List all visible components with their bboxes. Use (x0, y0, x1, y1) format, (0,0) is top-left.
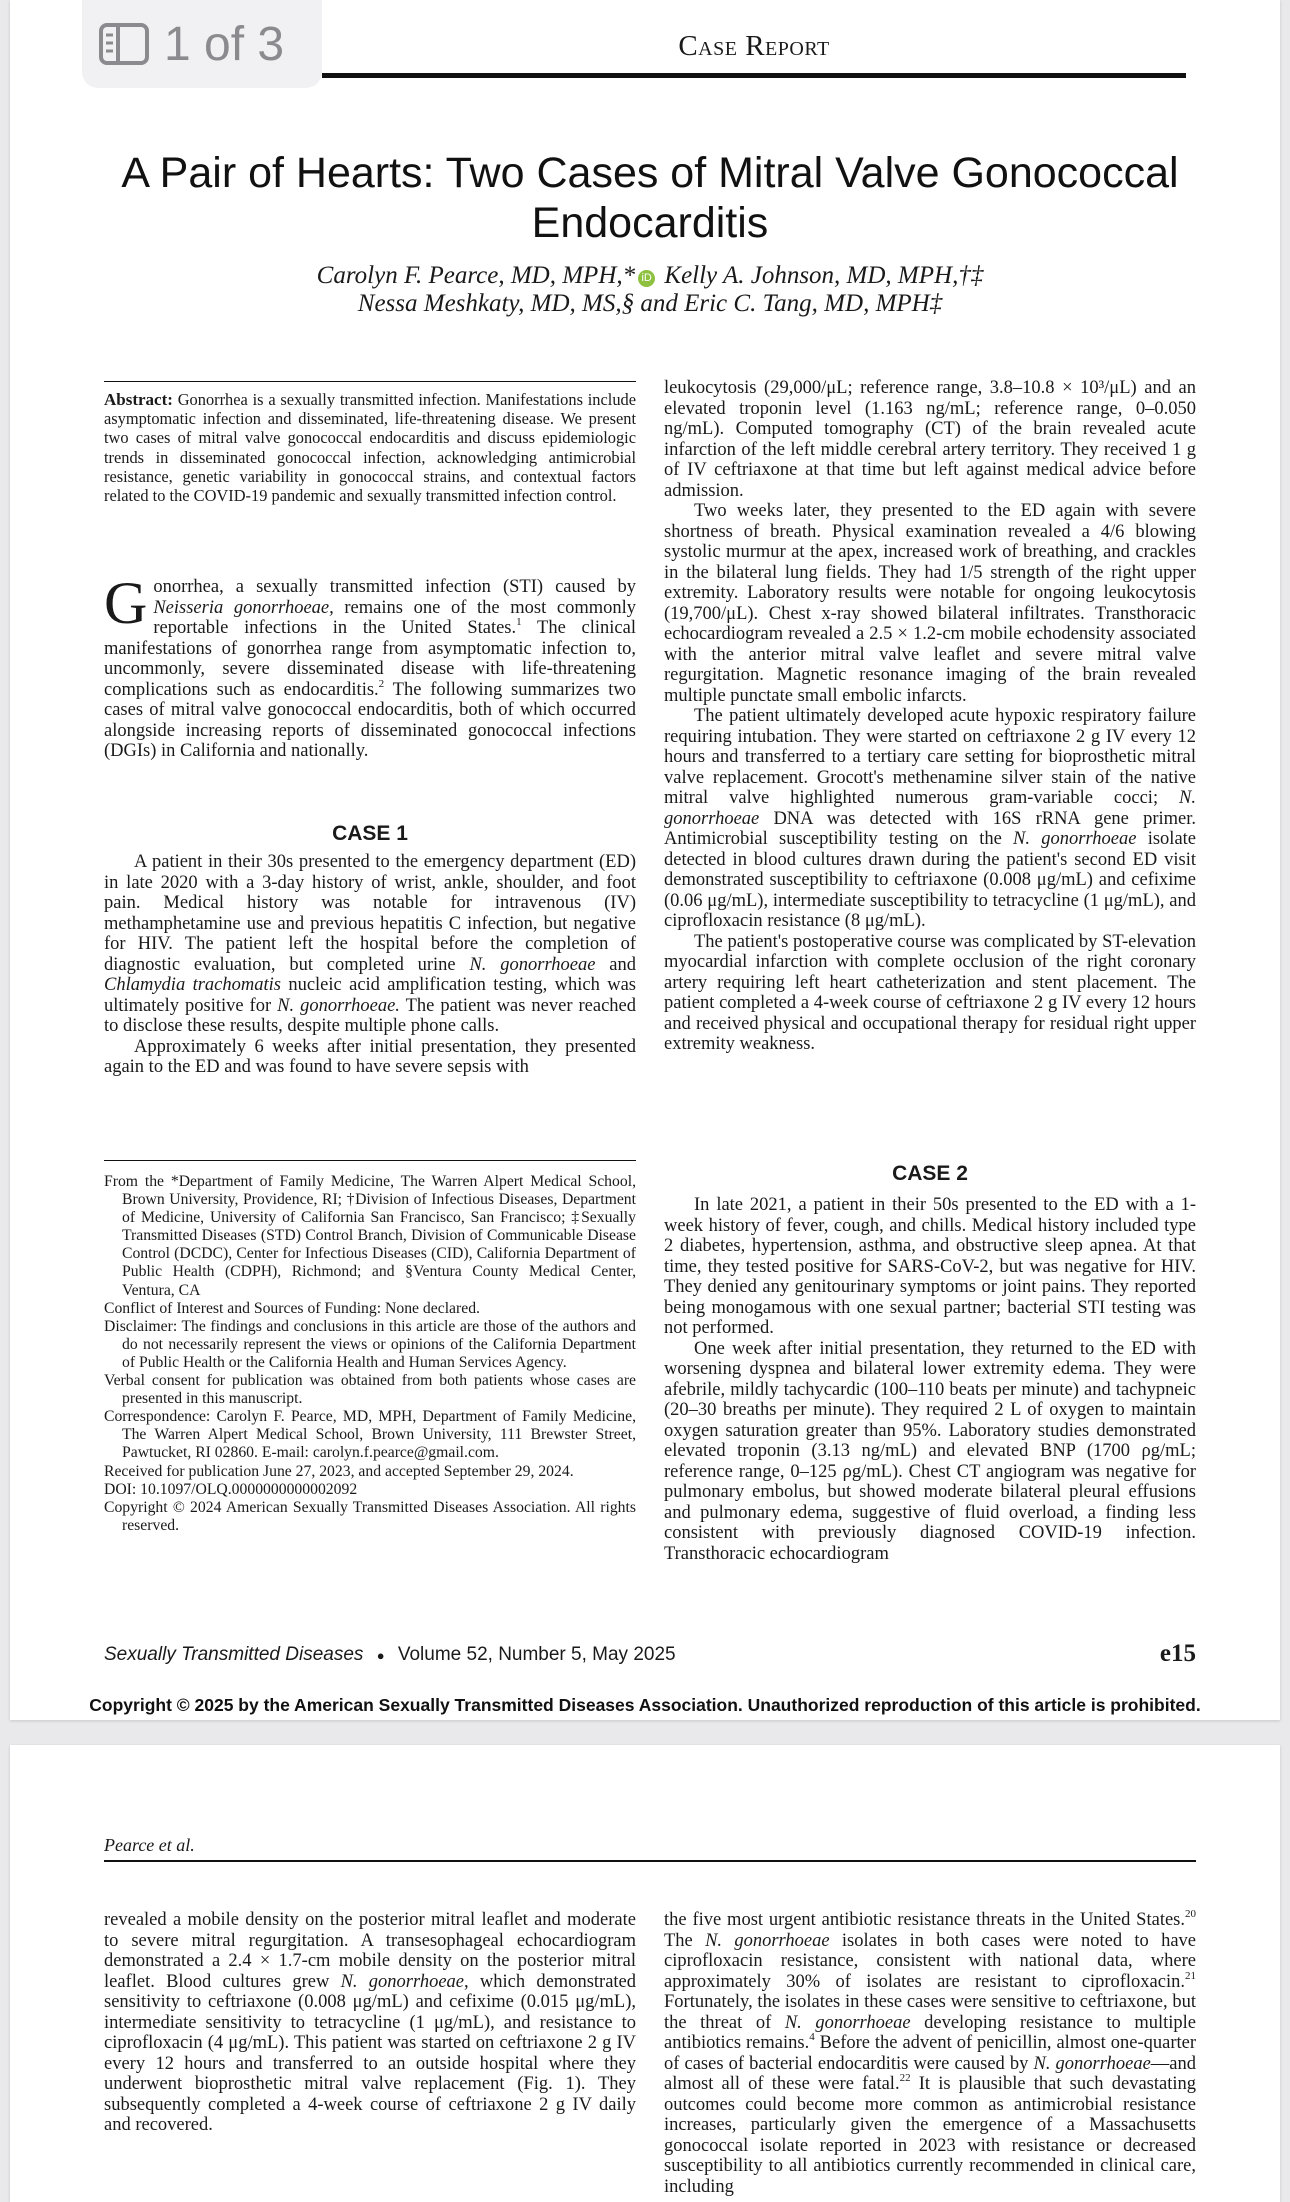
footnote-affiliations: From the *Department of Family Medicine, The Warren Alpert Medical School, Brown University, Providence, RI; †Division of Infectious Diseases, Department of Medicine, University of California San Francisco, San Francisco; ‡Sexually Transmitted Diseases (STD) Control Branch, Division of Communicable Disease Control (DCDC), Center for Infectious Diseases (CID), California Department of Public Health (CDPH), Richmond; and §Ventura County Medical Center, Ventura, CA (104, 1173, 636, 1299)
case-1-paragraph-2: Approximately 6 weeks after initial presentation, they presented again to the ED and was found to have severe sepsis with (104, 1036, 636, 1077)
case-1-paragraph-6: The patient's postoperative course was complicated by ST-elevation myocardial infarction with complete occlusion of the right coronary artery requiring left heart catheterization and stent placement. The patient completed a 4-week course of ceftriaxone 2 g IV every 12 hours and received physical and occupational therapy for residual right upper extremity weakness. (664, 931, 1196, 1054)
case-1-text: nucleic acid amplification testing, which was ultimately positive for (104, 975, 636, 1016)
citation-1[interactable]: 1 (516, 616, 522, 628)
footnote-received: Received for publication June 27, 2023, and accepted September 29, 2024. (104, 1462, 574, 1480)
species-name: N. gonorrhoeae. (277, 995, 400, 1016)
footnotes (104, 1173, 636, 1535)
copyright-notice: Copyright © 2025 by the American Sexually Transmitted Diseases Association. Unauthorized reproduction of this article is prohibited. (89, 1695, 1201, 1715)
footnote-copyright: Copyright © 2024 American Sexually Transmitted Diseases Association. All rights reserved. (104, 1498, 636, 1534)
citation-4[interactable]: 4 (809, 2031, 815, 2043)
case-2-continued (104, 1910, 636, 2136)
journal-name: Sexually Transmitted Diseases (104, 1644, 364, 1665)
discussion-text-span: the five most urgent antibiotic resistance threats in the United States. (664, 1910, 1185, 1930)
discussion-text-span: It is plausible that such devastating outcomes could become more common as antimicrobial resistance increases, particularly given the emergence of a Massachusetts gonococcal isolate reported in 2023 with resistance or decreased susceptibility to all antibiotics currently recommended in clinical care, including (664, 2074, 1196, 2197)
page-number: e15 (1159, 1640, 1196, 1667)
author-list (110, 262, 1190, 318)
footnote-disclaimer: Disclaimer: The findings and conclusions in this article are those of the authors and do not necessarily represent the views or opinions of the California Department of Public Health or the California Health and Human Services Agency. (104, 1317, 636, 1371)
case-2-paragraph-2: One week after initial presentation, they returned to the ED with worsening dyspnea and bilateral lower extremity edema. They were afebrile, mildly tachycardic (100–110 beats per minute) and tachypneic (20–30 breaths per minute). They required 2 L of oxygen to maintain oxygen saturation greater than 95%. Laboratory studies demonstrated elevated troponin (3.13 ng/mL) and elevated BNP (1700 ρg/mL; reference range, 0–125 ρg/mL). Chest CT angiogram was negative for pulmonary embolus, but showed moderate bilateral pleural effusions and pulmonary edema, suggestive of fluid overload, a finding less consistent with previously diagnosed COVID-19 infection. Transthoracic echocardiogram (664, 1338, 1196, 1564)
running-head: Case Report (678, 30, 830, 62)
abstract-text: Gonorrhea is a sexually transmitted infection. Manifestations include asymptomatic infection and disseminated, life-threatening disease. We present two cases of mitral valve gonococcal endocarditis and discuss epidemiologic trends in disseminated gonococcal infection, acknowledging antimicrobial resistance, genetic variability in gonococcal strains, and contextual factors related to the COVID-19 pandemic and sexually transmitted infection control. (104, 390, 636, 506)
case-1-text: A patient in their 30s presented to the emergency department (ED) in late 2020 with a 3-day history of wrist, ankle, shoulder, and foot pain. Medical history was notable for intravenous (IV) methamphetamine use and previous hepatitis C infection, but negative for HIV. The patient left the hospital before the completion of diagnostic evaluation, but completed urine (104, 852, 636, 975)
discussion-text-span: developing resistance to multiple antibiotics remains. (664, 2012, 1197, 2053)
species-name: N. gonorrhoeae (340, 1971, 465, 1992)
case-1-body (104, 852, 636, 1078)
page-indicator[interactable] (82, 0, 322, 88)
citation-21[interactable]: 21 (1185, 1969, 1196, 1982)
footnote-conflict: Conflict of Interest and Sources of Funding: None declared. (104, 1299, 480, 1317)
footnote-correspondence: Correspondence: Carolyn F. Pearce, MD, MPH, Department of Family Medicine, The Warren Alpert Medical School, Brown University, 111 Brewster Street, Pawtucket, RI 02860. E-mail: carolyn.f.pearce@gmail.com. (104, 1408, 636, 1462)
discussion-text-span: isolates in both cases were noted to have ciprofloxacin resistance, consistent with national data, where approximately 30% of isolates are resistant to ciprofloxacin. (664, 1930, 1197, 1992)
case-2-paragraph-1: In late 2021, a patient in their 50s presented to the ED with a 1-week history of fever, cough, and chills. Medical history included type 2 diabetes, hypertension, asthma, and obstructive sleep apnea. At that time, they tested positive for SARS-CoV-2, but was negative for HIV. They denied any genitourinary symptoms or joint pains. They reported being monogamous with one sexual partner; bacterial STI testing was not performed. (664, 1195, 1196, 1338)
article-title: A Pair of Hearts: Two Cases of Mitral Valve Gonococcal Endocarditis (121, 149, 1179, 247)
species-name: N. gonorrhoeae (705, 1930, 830, 1951)
intro-text: remains one of the most commonly reportable infections in the United States. (153, 597, 636, 638)
footer-bullet: ● (376, 1648, 385, 1663)
header-rule (104, 1860, 1196, 1862)
running-head-authors: Pearce et al. (104, 1835, 195, 1855)
discussion-text-span: The (664, 1930, 706, 1951)
species-name: N. gonorrhoeae (784, 2012, 911, 2033)
authors-line-1a: Carolyn F. Pearce, MD, MPH,* (316, 262, 636, 289)
intro-species: Neisseria gonorrhoeae, (153, 597, 334, 618)
case-1-text: and (595, 954, 637, 975)
discussion-text-span: Before the advent of penicillin, almost one-quarter of cases of bacterial endocarditis were caused by (664, 2033, 1196, 2074)
case-1-text: isolate detected in blood cultures drawn during the patient's second ED visit demonstrated susceptibility to ceftriaxone (0.008 μg/mL) and cefixime (0.06 μg/mL), intermediate susceptibility to tetracycline (1 μg/mL), and ciprofloxacin resistance (8 μg/mL). (664, 829, 1197, 931)
citation-22[interactable]: 22 (899, 2072, 911, 2084)
footnote-rule (104, 1160, 636, 1161)
discussion-text (664, 1910, 1196, 2197)
orcid-icon[interactable]: iD (638, 270, 655, 287)
species-name: N. gonorrhoeae (1033, 2053, 1151, 2074)
page-count-label: 1 of 3 (164, 17, 285, 71)
abstract-rule (104, 381, 636, 382)
case-2-body (664, 1195, 1196, 1564)
drop-cap: G (104, 570, 148, 636)
authors-line-2: Nessa Meshkaty, MD, MS,§ and Eric C. Tang, MD, MPH‡ (357, 290, 943, 317)
intro-text: onorrhea, a sexually transmitted infection (STI) caused by (153, 577, 636, 597)
header-rule (322, 73, 1186, 78)
introduction (104, 570, 636, 762)
authors-line-1b: Kelly A. Johnson, MD, MPH,†‡ (658, 262, 984, 289)
abstract-label: Abstract: (104, 390, 173, 409)
species-name: Chlamydia trachomatis (104, 975, 281, 995)
case-2-heading: CASE 2 (892, 1162, 968, 1185)
case-1-text: DNA was detected with 16S rRNA gene primer. Antimicrobial susceptibility testing on the (664, 808, 1196, 849)
article-page-2 (10, 1745, 1280, 2202)
case-1-heading: CASE 1 (332, 822, 408, 845)
case-1-continued (664, 378, 1196, 1055)
species-name: N. gonorrhoeae (469, 954, 596, 975)
discussion-text-span: —and almost all of these were fatal. (664, 2053, 1197, 2094)
species-name: N. gonorrhoeae (664, 788, 1196, 829)
case-2-text: , which demonstrated sensitivity to ceftriaxone (0.008 μg/mL) and cefixime (0.015 μg/mL), intermediate sensitivity to tetracycline (1 μg/mL), and resistance to ciprofloxacin (4 μg/mL). This patient was started on ceftriaxone 2 g IV every 12 hours and transferred to an outside hospital where they underwent bioprosthetic mitral valve replacement (Fig. 1). They subsequently completed a 4-week course of ceftriaxone 2 g IV daily and recovered. (104, 1971, 637, 2135)
intro-text: The following summarizes two cases of mitral valve gonococcal endocarditis, both of which occurred alongside increasing reports of disseminated gonococcal infections (DGIs) in California and nationally. (104, 679, 636, 761)
case-2-text: revealed a mobile density on the posterior mitral leaflet and moderate to severe mitral regurgitation. A transesophageal echocardiogram demonstrated a 2.4 × 1.7-cm mobile density on the posterior mitral leaflet. Blood cultures grew (104, 1910, 636, 1992)
intro-text: The clinical manifestations of gonorrhea range from asymptomatic infection to, uncommonly, severe disseminated disease with life-threatening complications such as endocarditis. (104, 618, 636, 700)
citation-2[interactable]: 2 (378, 677, 385, 690)
case-1-paragraph-3: leukocytosis (29,000/μL; reference range, 3.8–10.8 × 10³/μL) and an elevated troponin level (1.163 ng/mL; reference range, 0–0.050 ng/mL). Computed tomography (CT) of the brain revealed acute infarction of the left middle cerebral artery territory. They received 1 g of IV ceftriaxone at that time but left against medical advice before admission. (664, 378, 1196, 501)
abstract (104, 390, 636, 505)
journal-issue: Volume 52, Number 5, May 2025 (397, 1644, 676, 1665)
case-1-text: The patient ultimately developed acute hypoxic respiratory failure requiring intubation. They were started on ceftriaxone 2 g IV every 12 hours and transferred to a tertiary care setting for bioprosthetic mitral valve replacement. Grocott's methenamine silver stain of the native mitral valve highlighted numerous gram-variable cocci; (664, 706, 1196, 808)
footnote-doi[interactable]: DOI: 10.1097/OLQ.0000000000002092 (104, 1480, 358, 1498)
book-icon (98, 22, 150, 66)
citation-20[interactable]: 20 (1185, 1908, 1196, 1920)
species-name: N. gonorrhoeae (1013, 829, 1137, 849)
case-1-text: The patient was never reached to disclose these results, despite multiple phone calls. (104, 995, 636, 1036)
footer-citation (104, 1644, 676, 1666)
case-1-paragraph-4: Two weeks later, they presented to the ED again with severe shortness of breath. Physical examination revealed a 4/6 blowing systolic murmur at the apex, increased work of breathing, and crackles in the bilateral lung fields. They had 1/5 strength of the right upper extremity. Laboratory results were notable for ongoing leukocytosis (19,700/μL). Chest x-ray showed bilateral infiltrates. Transthoracic echocardiogram revealed a 2.5 × 1.2-cm mobile echodensity associated with the anterior mitral valve leaflet and severe mitral valve regurgitation. Magnetic resonance imaging of the brain revealed multiple punctate small embolic infarcts. (664, 501, 1196, 706)
footnote-consent: Verbal consent for publication was obtained from both patients whose cases are presented in this manuscript. (104, 1372, 636, 1408)
discussion-text-span: Fortunately, the isolates in these cases were sensitive to ceftriaxone, but the threat of (664, 1992, 1196, 2033)
article-page-1 (10, 0, 1280, 1720)
